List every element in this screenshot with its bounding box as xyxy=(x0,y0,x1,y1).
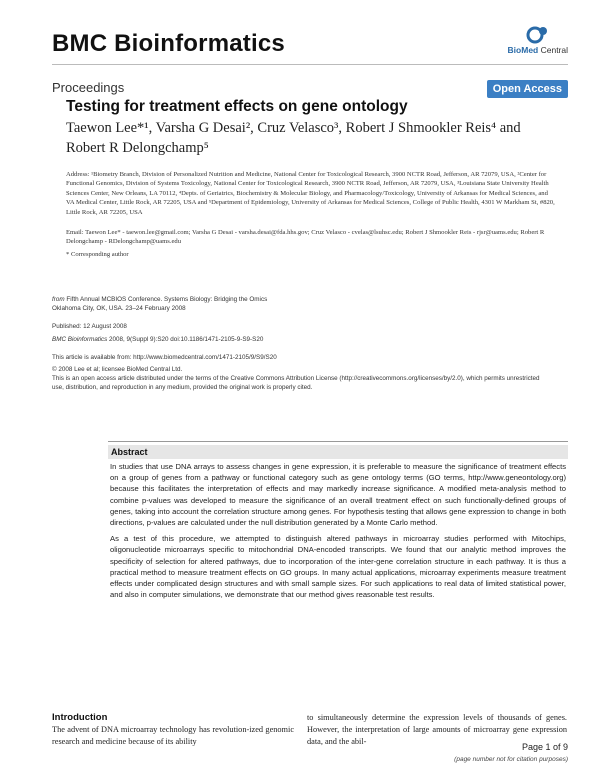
journal-title: BMC Bioinformatics xyxy=(52,30,285,57)
article-title: Testing for treatment effects on gene ontology xyxy=(66,98,408,115)
abstract-divider xyxy=(108,441,568,442)
body-right-column: to simultaneously determine the expression levels of thousands of genes. However, the interpretation of large amounts of microarray gene expression data, and the abil- xyxy=(307,713,567,746)
corresponding-author-note: * Corresponding author xyxy=(66,251,129,258)
author-emails: Email: Taewon Lee* - taewon.lee@gmail.com; Varsha G Desai - varsha.desai@fda.hhs.gov; Cruz Velasco - cvelas@lsuhsc.edu; Robert J Shmookler Reis - rjsr@uams.edu; Robert R Delongchamp - RDelongchamp@uams.edu xyxy=(66,229,545,246)
copyright: © 2008 Lee et al; licensee BioMed Central Ltd. xyxy=(52,366,183,373)
biomed-central-logo-icon xyxy=(525,24,551,44)
introduction-heading: Introduction xyxy=(52,712,108,723)
author-addresses: Address: ¹Biometry Branch, Division of Personalized Nutrition and Medicine, National Center for Toxicological Research, 3900 NCTR Road, Jefferson, AR 72079, USA, ²Center for Functional Genomics, Division of Systems Toxicology, National Center for Toxicological Research, 3900 NCTR Road, Jefferson, AR 72079, USA, ³Louisiana State University Health Sciences Center, New Orleans, LA 70112, ⁴Depts. of Geriatrics, Biochemistry & Molecular Biology, and Pharmacology/Toxicology, University of Arkansas for Medical Sciences, and VA Medical Center, Little Rock, AR 72205, USA and ⁵Department of Epidemiology, University of Arkansas for Medical Sciences, College of Public Health, 4301 W Markham St, #820, Little Rock, AR 72205, USA xyxy=(66,171,555,216)
authors-line-2: Robert R Delongchamp⁵ xyxy=(66,140,209,156)
article-type: Proceedings xyxy=(52,80,125,95)
abstract-body xyxy=(110,461,566,605)
abstract-heading: Abstract xyxy=(108,445,568,459)
page-number: Page 1 of 9 xyxy=(521,742,568,752)
article-url: This article is available from: http://www.biomedcentral.com/1471-2105/9/S9/S20 xyxy=(52,354,277,361)
author-list xyxy=(66,118,566,158)
authors-line-1: Taewon Lee*¹, Varsha G Desai², Cruz Velasco³, Robert J Shmookler Reis⁴ and xyxy=(66,120,521,136)
page-number-note: (page number not for citation purposes) xyxy=(454,756,568,763)
conference-info: from Fifth Annual MCBIOS Conference. Systems Biology: Bridging the Omics Oklahoma City, OK, USA. 23–24 February 2008 xyxy=(52,296,268,312)
open-access-badge: Open Access xyxy=(487,80,568,98)
logo-text: BioMed Central xyxy=(507,45,568,55)
body-left-column: The advent of DNA microarray technology has revolution-ized genomic research and medicine because of its ability xyxy=(52,725,294,746)
abstract-paragraph-2: As a test of this procedure, we attempted to distinguish altered pathways in microarray studies performed with Mitochips, oligonucleotide microarrays specific to mitochondrial DNA-encoded transcripts. We found that our analytic method improves the specificity of selection for altered pathways, due to incorporation of the inter-gene correlation structure in each pathway. It is thus a practical method to measure treatment effects on GO groups. In many actual applications, microarray experiments measure treatment effects under complicated design structures and with small sample sizes. For such applications to real data of limited statistical power, and also in computer simulations, we demonstrate that our method gives reasonable test results. xyxy=(110,534,566,600)
abstract-paragraph-1: In studies that use DNA arrays to assess changes in gene expression, it is preferable to measure the significance of treatment effects on a group of genes from a pathway or functional category such as gene ontology terms (GO terms, http://www.geneontology.org) because this facilitates the interpretation of effects and may markedly increase significance. A modified meta-analysis method to combine p-values was developed to measure the significance of an overall treatment effect on such functionally-defined groups of genes, taking into account the correlation structure among genes. For hypothesis testing that allows gene expression to change in both directions, p-values are calculated under the null distribution generated by a Monte Carlo method. xyxy=(110,462,566,528)
published-date: Published: 12 August 2008 xyxy=(52,323,127,330)
license-text: This is an open access article distributed under the terms of the Creative Commons Attribution License (http://creativecommons.org/licenses/by/2.0), which permits unrestricted use, distribution, and reproduction in any medium, provided the original work is properly cited. xyxy=(52,375,540,391)
header-divider xyxy=(52,64,568,65)
citation: BMC Bioinformatics 2008, 9(Suppl 9):S20 doi:10.1186/1471-2105-9-S9-S20 xyxy=(52,336,264,343)
biomed-central-logo xyxy=(508,24,568,55)
